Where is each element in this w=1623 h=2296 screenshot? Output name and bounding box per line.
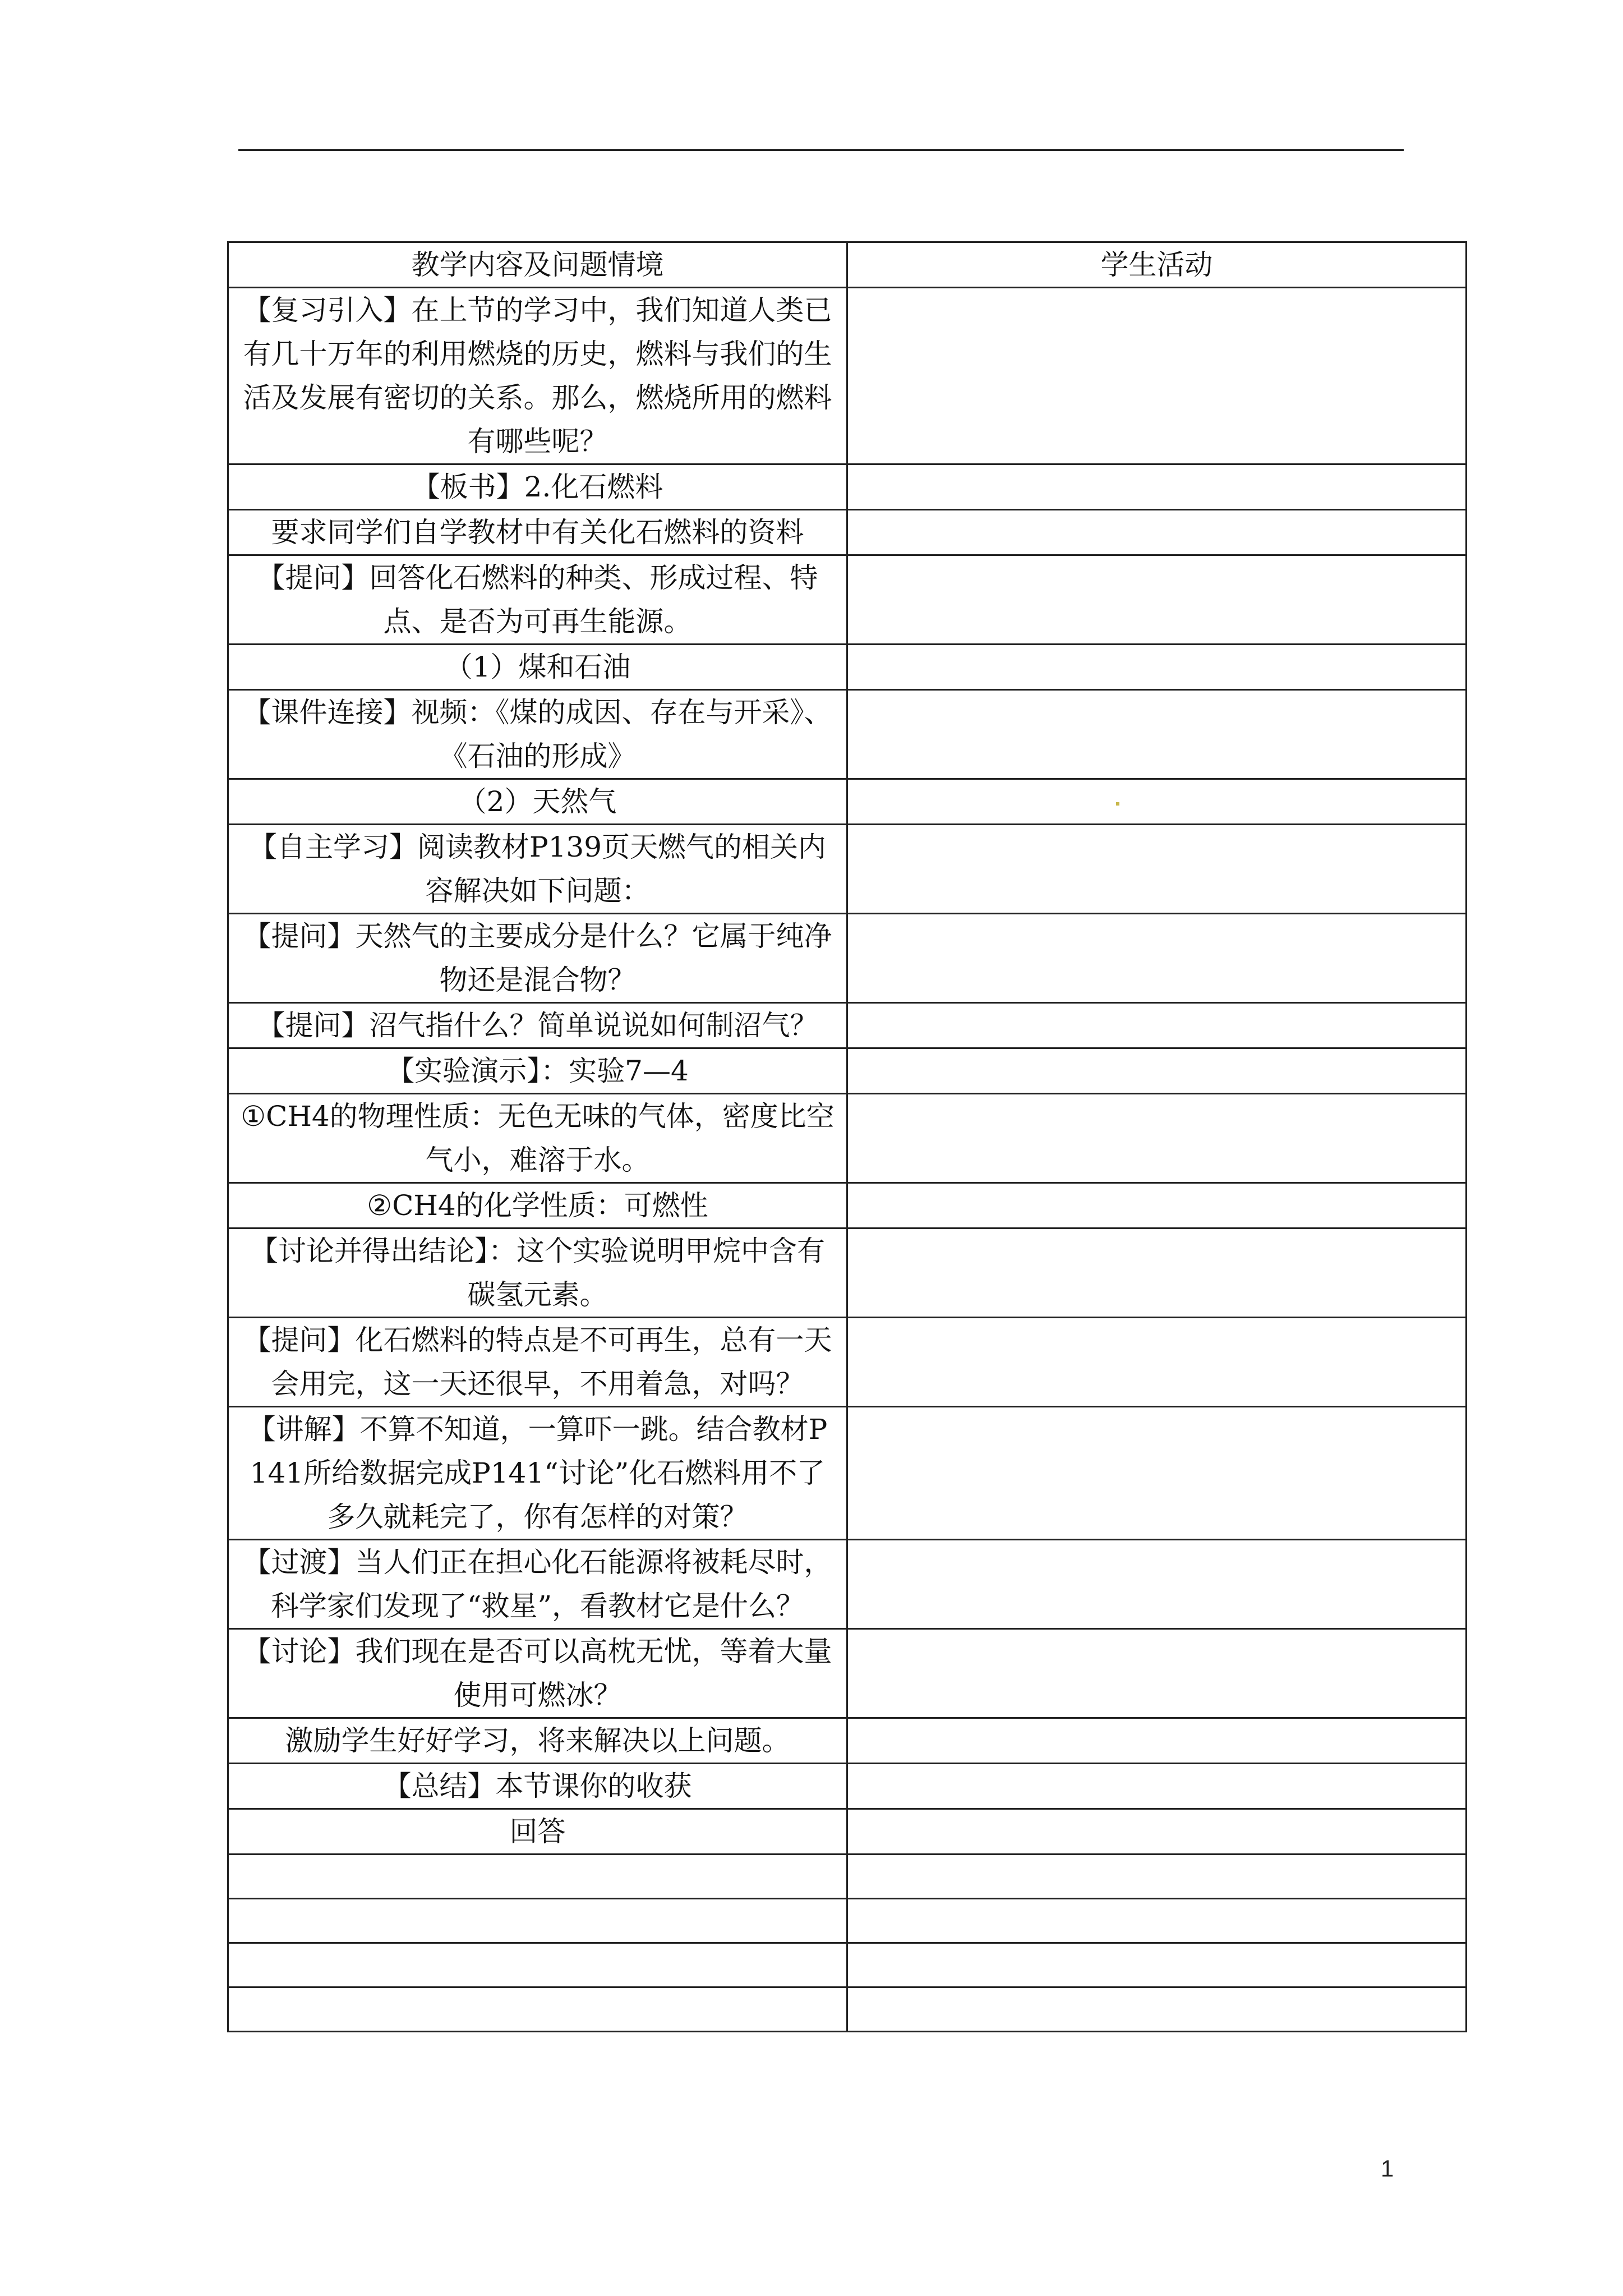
page-number: 1 [1381, 2155, 1394, 2182]
table-row [228, 690, 1467, 779]
table-row [228, 510, 1467, 555]
student-activity-cell [847, 1718, 1467, 1764]
empty-table-row [228, 1855, 1467, 1899]
table-row [228, 779, 1467, 825]
table-row [228, 555, 1467, 645]
table-row [228, 288, 1467, 464]
empty-cell [847, 1943, 1467, 1987]
teaching-content-cell: 【复习引入】在上节的学习中，我们知道人类已有几十万年的利用燃烧的历史，燃料与我们的生活及发展有密切的关系。那么，燃烧所用的燃料有哪些呢？ [228, 288, 847, 464]
student-activity-cell [847, 1540, 1467, 1629]
empty-cell [228, 1855, 847, 1899]
teaching-content-cell: （1）煤和石油 [228, 645, 847, 690]
student-activity-cell [847, 779, 1467, 825]
empty-table-row [228, 1899, 1467, 1943]
empty-cell [847, 1855, 1467, 1899]
teaching-content-cell: 【讨论并得出结论】：这个实验说明甲烷中含有碳氢元素。 [228, 1228, 847, 1318]
student-activity-cell [847, 464, 1467, 510]
header-student-activity: 学生活动 [847, 242, 1467, 288]
teaching-content-cell: 要求同学们自学教材中有关化石燃料的资料 [228, 510, 847, 555]
table-row [228, 1318, 1467, 1407]
empty-cell [228, 1987, 847, 2032]
student-activity-cell [847, 1629, 1467, 1718]
teaching-content-cell: 【实验演示】：实验7—4 [228, 1048, 847, 1094]
student-activity-cell [847, 288, 1467, 464]
student-activity-cell [847, 1003, 1467, 1048]
student-activity-cell [847, 1318, 1467, 1407]
table-row [228, 1183, 1467, 1228]
student-activity-cell [847, 690, 1467, 779]
header-teaching-content: 教学内容及问题情境 [228, 242, 847, 288]
empty-table-row [228, 1943, 1467, 1987]
student-activity-cell [847, 1407, 1467, 1540]
teaching-content-cell: 【提问】沼气指什么？简单说说如何制沼气？ [228, 1003, 847, 1048]
teaching-content-cell: 激励学生好好学习，将来解决以上问题。 [228, 1718, 847, 1764]
table-row [228, 1718, 1467, 1764]
empty-table-row [228, 1987, 1467, 2032]
student-activity-cell [847, 555, 1467, 645]
header-rule [238, 149, 1404, 151]
table-row [228, 1048, 1467, 1094]
table-row [228, 464, 1467, 510]
teaching-content-cell: 【提问】化石燃料的特点是不可再生，总有一天会用完，这一天还很早，不用着急，对吗？ [228, 1318, 847, 1407]
teaching-content-cell: 【讨论】我们现在是否可以高枕无忧，等着大量使用可燃冰？ [228, 1629, 847, 1718]
student-activity-cell [847, 1809, 1467, 1855]
table-row [228, 1629, 1467, 1718]
student-activity-cell [847, 1764, 1467, 1809]
table-row [228, 914, 1467, 1003]
student-activity-cell [847, 1094, 1467, 1183]
student-activity-cell [847, 1183, 1467, 1228]
student-activity-cell [847, 825, 1467, 914]
lesson-plan-table [227, 241, 1467, 2032]
table-row [228, 1540, 1467, 1629]
table-row [228, 1809, 1467, 1855]
teaching-content-cell: （2）天然气 [228, 779, 847, 825]
table-header-row [228, 242, 1467, 288]
student-activity-cell [847, 510, 1467, 555]
table-row [228, 825, 1467, 914]
student-activity-cell [847, 1228, 1467, 1318]
teaching-content-cell: 【课件连接】视频：《煤的成因、存在与开采》、《石油的形成》 [228, 690, 847, 779]
teaching-content-cell: 【提问】回答化石燃料的种类、形成过程、特点、是否为可再生能源。 [228, 555, 847, 645]
table-row [228, 1407, 1467, 1540]
table-row [228, 1228, 1467, 1318]
empty-cell [847, 1899, 1467, 1943]
table-row [228, 1764, 1467, 1809]
table-row [228, 1094, 1467, 1183]
empty-cell [228, 1899, 847, 1943]
student-activity-cell [847, 914, 1467, 1003]
student-activity-cell [847, 645, 1467, 690]
empty-cell [228, 1943, 847, 1987]
teaching-content-cell: 【过渡】当人们正在担心化石能源将被耗尽时，科学家们发现了“救星”，看教材它是什么？ [228, 1540, 847, 1629]
empty-cell [847, 1987, 1467, 2032]
ink-speck [1116, 802, 1119, 806]
teaching-content-cell: 【总结】本节课你的收获 [228, 1764, 847, 1809]
teaching-content-cell: 【板书】2.化石燃料 [228, 464, 847, 510]
teaching-content-cell: ①CH4的物理性质：无色无味的气体，密度比空气小，难溶于水。 [228, 1094, 847, 1183]
teaching-content-cell: 【提问】天然气的主要成分是什么？它属于纯净物还是混合物？ [228, 914, 847, 1003]
teaching-content-cell: ②CH4的化学性质：可燃性 [228, 1183, 847, 1228]
teaching-content-cell: 【讲解】不算不知道，一算吓一跳。结合教材P141所给数据完成P141“讨论”化石燃料用不了多久就耗完了，你有怎样的对策？ [228, 1407, 847, 1540]
teaching-content-cell: 回答 [228, 1809, 847, 1855]
table-row [228, 1003, 1467, 1048]
teaching-content-cell: 【自主学习】阅读教材P139页天燃气的相关内容解决如下问题： [228, 825, 847, 914]
student-activity-cell [847, 1048, 1467, 1094]
table-row [228, 645, 1467, 690]
